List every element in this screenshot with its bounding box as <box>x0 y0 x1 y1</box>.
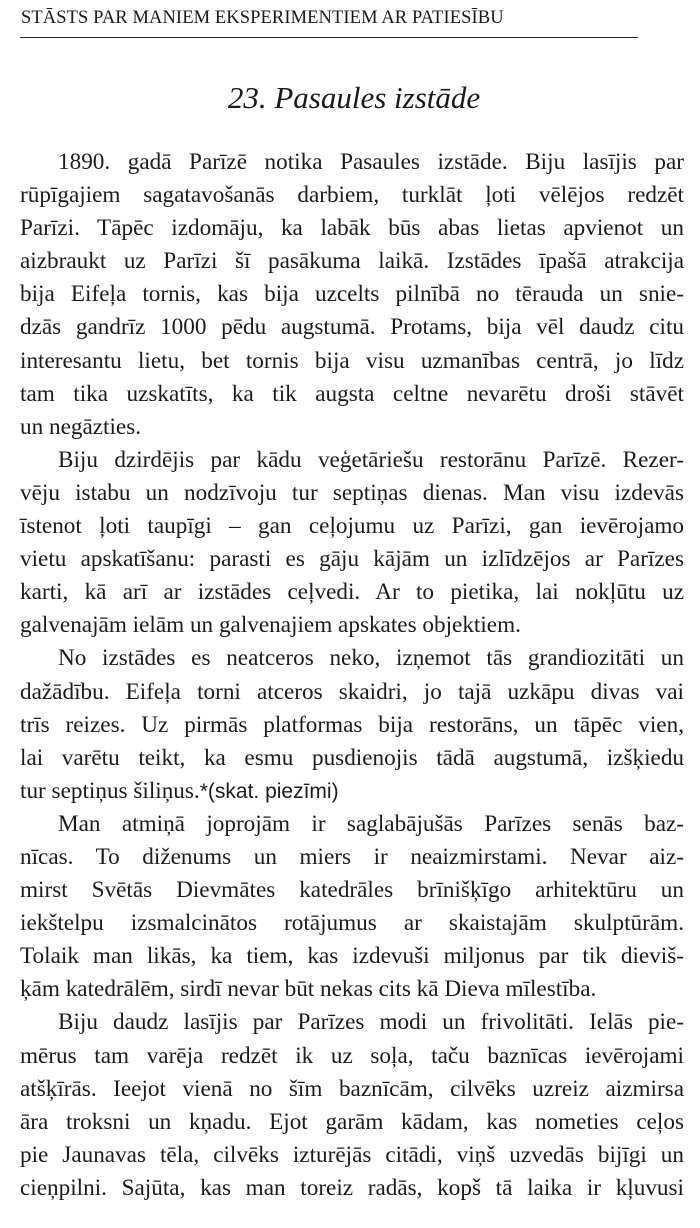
text-line: mērus tam varēja redzēt ik uz soļa, taču baznīcas ievērojami <box>20 1042 684 1069</box>
text-line: tam tika uzskatīts, ka tik augsta celtne nevarētu droši stāvēt <box>20 380 684 407</box>
text-line: lai varētu teikt, ka esmu pusdienojis tādā augstumā, izšķiedu <box>20 744 684 771</box>
text-line: Tolaik man likās, ka tiem, kas izdevuši miljonus par tik dieviš- <box>20 943 684 970</box>
text-line: aizbraukt uz Parīzi šī pasākuma laikā. Izstādes īpašā atrakcija <box>20 248 684 275</box>
running-header: STĀSTS PAR MANIEM EKSPERIMENTIEM AR PATIESĪBU <box>21 8 504 28</box>
text-line: tur septiņus šiliņus. <box>20 777 200 804</box>
text-line: Parīzi. Tāpēc izdomāju, ka labāk būs abas lietas apvienot un <box>20 215 684 242</box>
text-line: Man atmiņā joprojām ir saglabājušās Parīzes senās baz- <box>58 810 684 837</box>
text-line: 1890. gadā Parīzē notika Pasaules izstāde. Biju lasījis par <box>58 149 684 175</box>
text-line: bija Eifeļa tornis, kas bija uzcelts pilnībā no tērauda un snie- <box>20 281 684 308</box>
text-line: vēju istabu un nodzīvoju tur septiņas dienas. Man visu izdevās <box>20 479 684 506</box>
text-line: un negāzties. <box>20 413 142 440</box>
text-line: No izstādes es neatceros neko, izņemot tās grandiozitāti un <box>58 645 684 672</box>
text-line: pie Jaunavas tēla, cilvēks izturējās citādi, viņš uzvedās bijīgi un <box>20 1141 684 1168</box>
body-text <box>20 146 684 1205</box>
footnote-reference: *(skat. piezīmi) <box>199 779 339 803</box>
text-line: galvenajām ielām un galvenajiem apskates objektiem. <box>20 612 521 639</box>
header-rule <box>20 37 638 38</box>
text-line: rūpīgajiem sagatavošanās darbiem, turklāt ļoti vēlējos redzēt <box>20 182 684 209</box>
text-line: trīs reizes. Uz pirmās platformas bija restorāns, un tāpēc vien, <box>20 711 684 738</box>
text-line: Biju daudz lasījis par Parīzes modi un frivolitāti. Ielās pie- <box>58 1009 684 1036</box>
text-line: interesantu lietu, bet tornis bija visu uzmanības centrā, jo līdz <box>20 347 684 374</box>
text-line: dažādību. Eifeļa torni atceros skaidri, jo tajā uzkāpu divas vai <box>20 678 684 705</box>
text-line: cieņpilni. Sajūta, kas man toreiz radās, kopš tā laika ir kļuvusi <box>20 1174 684 1201</box>
text-line: Biju dzirdējis par kādu veģetāriešu restorānu Parīzē. Rezer- <box>58 446 684 473</box>
text-line: nīcas. To diženums un miers ir neaizmirstami. Nevar aiz- <box>20 843 684 870</box>
text-line: dzās gandrīz 1000 pēdu augstumā. Protams, bija vēl daudz citu <box>20 314 684 341</box>
text-line: vietu apskatīšanu: parasti es gāju kājām un izlīdzējos ar Parīzes <box>20 546 684 573</box>
text-line: iekštelpu izsmalcinātos rotājumus ar skaistajām skulptūrām. <box>20 910 684 937</box>
chapter-title: 23. Pasaules izstāde <box>227 80 481 115</box>
text-line: ķām katedrālēm, sirdī nevar būt nekas cits kā Dieva mīlestība. <box>20 976 597 1003</box>
text-line: mirst Svētās Dievmātes katedrāles brīnišķīgo arhitektūru un <box>20 877 684 904</box>
text-line: āra troksni un kņadu. Ejot garām kādam, kas nometies ceļos <box>20 1108 684 1135</box>
text-line: atšķīrās. Ieejot vienā no šīm baznīcām, cilvēks uzreiz aizmirsa <box>20 1075 684 1102</box>
text-line: karti, kā arī ar izstādes ceļvedi. Ar to pietika, lai nokļūtu uz <box>20 579 684 606</box>
text-line-with-note <box>20 775 684 808</box>
text-line: īstenot ļoti taupīgi – gan ceļojumu uz Parīzi, gan ievērojamo <box>20 513 684 540</box>
